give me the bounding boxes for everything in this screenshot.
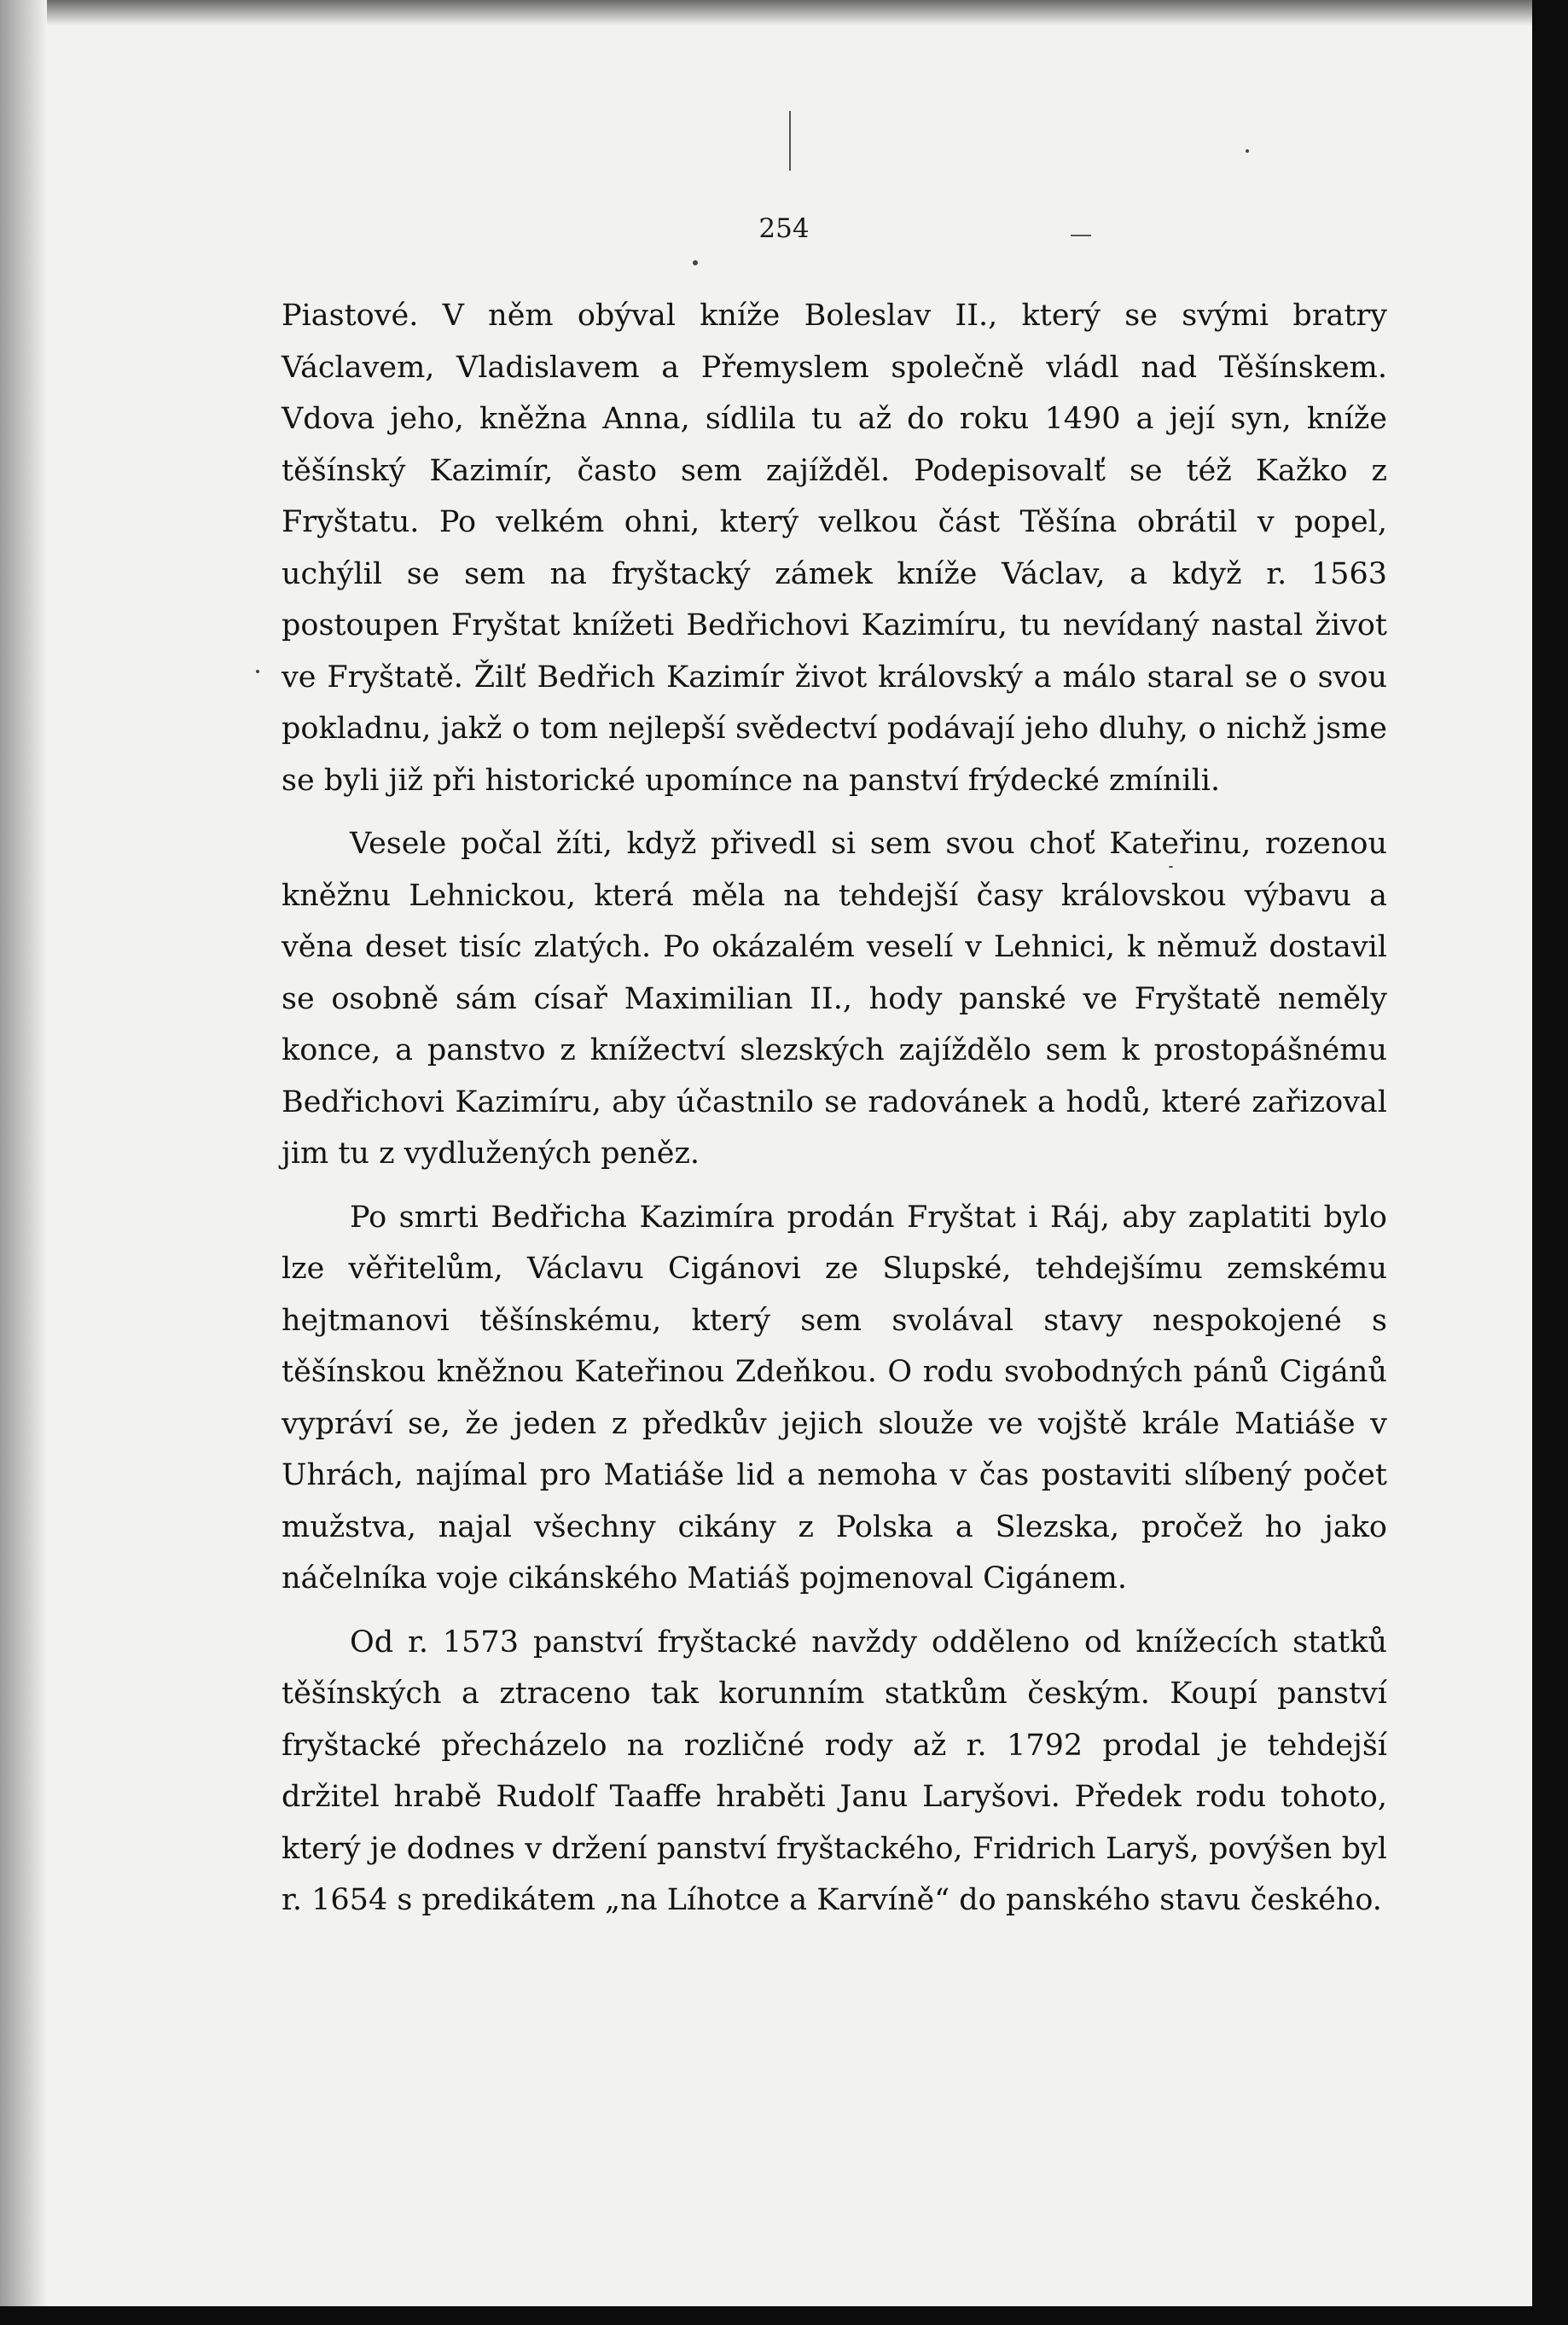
scan-edge-left: [0, 0, 47, 2325]
scan-speck: [256, 670, 259, 673]
paragraph-2: Vesele počal žíti, když přivedl si sem svou choť Kateřinu, rozenou kněžnu Lehnickou, která měla na tehdejší časy královskou výbavu a věna deset tisíc zlatých. Po okázalém veselí v Lehnici, k němuž dostavil se osobně sám císař Maximilian II., hody panské ve Fryštatě neměly konce, a panstvo z knížectví slezských zajíždělo sem k prostopášnému Bedřichovi Kazimíru, aby účastnilo se radovánek a hodů, které zařizoval jim tu z vydlužených peněz.: [282, 827, 1387, 1171]
body-text: [282, 290, 1387, 1938]
scan-artifact: [789, 111, 791, 171]
paragraph-1: Piastové. V něm obýval kníže Boleslav II., který se svými bratry Václavem, Vladislavem a Přemyslem společně vládl nad Těšínskem. Vdova jeho, kněžna Anna, sídlila tu až do roku 1490 a její syn, kníže těšínský Kazimír, často sem zajížděl. Podepisovalť se též Kažko z Fryštatu. Po velkém ohni, který velkou část Těšína obrátil v popel, uchýlil se sem na fryštacký zámek kníže Václav, a když r. 1563 postoupen Fryštat knížeti Bedřichovi Kazimíru, tu nevídaný nastal život ve Fryštatě. Žilť Bedřich Kazimír život královský a málo staral se o svou pokladnu, jakž o tom nejlepší svědectví podávají jeho dluhy, o nichž jsme se byli již při historické upomínce na panství frýdecké zmínili.: [282, 299, 1387, 798]
scan-edge-right: [1532, 0, 1568, 2325]
scan-speck: [1246, 149, 1249, 153]
paragraph-3: Po smrti Bedřicha Kazimíra prodán Fryštat i Ráj, aby zaplatiti bylo lze věřitelům, Václavu Cigánovi ze Slupské, tehdejšímu zemskému hejtmanovi těšínskému, který sem svolával stavy nespokojené s těšínskou kněžnou Kateřinou Zdeňkou. O rodu svobodných pánů Cigánů vypráví se, že jeden z předkův jejich slouže ve vojště krále Matiáše v Uhrách, najímal pro Matiáše lid a nemoha v čas postaviti slíbený počet mužstva, najal všechny cikány z Polska a Slezska, pročež ho jako náčelníka voje cikánského Matiáš pojmenoval Cigánem.: [282, 1200, 1387, 1596]
paragraph-4: Od r. 1573 panství fryštacké navždy odděleno od knížecích statků těšínských a ztraceno tak korunním statkům českým. Koupí panství fryštacké přecházelo na rozličné rody až r. 1792 prodal je tehdejší držitel hrabě Rudolf Taaffe hraběti Janu Laryšovi. Předek rodu tohoto, který je dodnes v držení panství fryštackého, Fridrich Laryš, povýšen byl r. 1654 s predikátem „na Líhotce a Karvíně“ do panského stavu českého.: [282, 1625, 1387, 1917]
scan-edge-top: [0, 0, 1568, 26]
page-number: 254: [758, 213, 810, 244]
scan-edge-bottom: [0, 2306, 1568, 2325]
scan-speck: [693, 260, 698, 265]
